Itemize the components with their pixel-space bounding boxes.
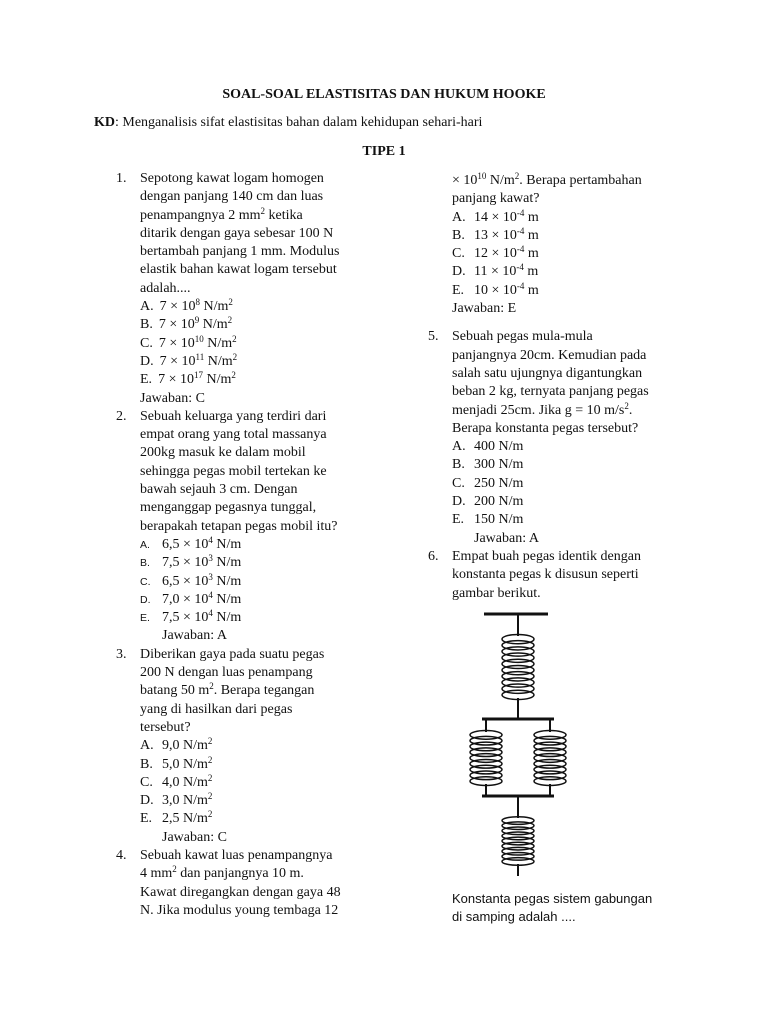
option-label: C. xyxy=(140,335,153,351)
option-e xyxy=(140,371,378,389)
text: 300 N/m xyxy=(474,457,524,473)
option-label: C. xyxy=(140,575,151,588)
answer: Jawaban: A xyxy=(162,628,227,644)
exponent: -4 xyxy=(516,225,525,236)
kd-line xyxy=(94,115,482,131)
question-line: 200kg masuk ke dalam mobil xyxy=(140,445,306,461)
spring-top xyxy=(502,634,534,699)
option-b xyxy=(140,316,378,334)
unit: N/m xyxy=(202,372,232,388)
option-label: E. xyxy=(140,811,153,827)
question-line: salah satu ujungnya digantungkan xyxy=(452,365,643,381)
answer: Jawaban: E xyxy=(452,301,517,317)
question-1 xyxy=(116,170,378,408)
option-b xyxy=(140,756,378,774)
option-label: B. xyxy=(140,317,153,333)
option-label: E. xyxy=(140,372,153,388)
exponent: -4 xyxy=(516,280,525,291)
exponent: 2 xyxy=(232,351,238,362)
question-line: empat orang yang total massanya xyxy=(140,427,327,443)
exponent: 2 xyxy=(207,736,213,747)
question-line: Sebuah keluarga yang terdiri dari xyxy=(140,408,327,424)
question-line: yang di hasilkan dari pegas xyxy=(140,701,293,717)
unit: N/m xyxy=(212,591,242,607)
spacer xyxy=(428,318,690,328)
spring-system-diagram xyxy=(462,606,584,878)
option-label: D. xyxy=(452,494,466,510)
exponent: 3 xyxy=(208,571,213,582)
unit: N/m xyxy=(212,536,242,552)
exponent: 2 xyxy=(228,297,233,308)
option-label: C. xyxy=(140,774,153,790)
option-label: E. xyxy=(452,282,465,298)
option-c xyxy=(452,245,690,263)
exponent: 2 xyxy=(227,315,233,326)
option-label: B. xyxy=(452,227,465,243)
text: × 10 xyxy=(452,173,478,188)
unit: m xyxy=(523,264,539,280)
option-c xyxy=(452,475,690,493)
answer: Jawaban: A xyxy=(474,530,539,546)
unit: m xyxy=(524,227,539,243)
exponent: 4 xyxy=(208,608,213,619)
question-4 xyxy=(116,847,378,920)
text: 150 N/m xyxy=(474,512,524,528)
text: batang 50 m xyxy=(140,683,210,699)
question-3 xyxy=(116,646,378,847)
option-label: A. xyxy=(452,209,466,225)
option-d xyxy=(452,493,690,511)
text: dan panjangnya 10 m. xyxy=(176,866,304,882)
text: . xyxy=(628,402,633,418)
question-line: berapakah tetapan pegas mobil itu? xyxy=(140,518,338,534)
question-line xyxy=(140,682,378,700)
question-line: ditarik dengan gaya sebesar 100 N xyxy=(140,225,334,241)
option-e xyxy=(140,609,378,627)
option-d xyxy=(140,792,378,810)
text: 14 × 10 xyxy=(474,209,517,225)
option-label: A. xyxy=(140,299,154,315)
superscript: 2 xyxy=(260,205,266,216)
option-label: E. xyxy=(452,512,465,528)
question-line: Kawat diregangkan dengan gaya 48 xyxy=(140,884,341,900)
text: menjadi 25cm. Jika g = 10 m/s xyxy=(452,402,625,418)
option-e xyxy=(140,810,378,828)
question-line: panjangnya 20cm. Kemudian pada xyxy=(452,347,647,363)
exponent: 10 xyxy=(194,333,204,344)
text: 7,0 × 10 xyxy=(162,591,209,607)
options xyxy=(140,298,378,389)
question-5 xyxy=(428,328,690,548)
left-column xyxy=(116,170,378,920)
text: 7 × 10 xyxy=(158,335,195,351)
question-line: bawah sejauh 3 cm. Dengan xyxy=(140,482,298,498)
text: 200 N/m xyxy=(474,494,524,510)
option-label: D. xyxy=(140,793,154,809)
question-line: N. Jika modulus young tembaga 12 xyxy=(140,902,339,918)
question-line: adalah.... xyxy=(140,280,191,296)
option-label: D. xyxy=(140,353,154,369)
question-6 xyxy=(428,548,690,603)
text: penampangnya 2 mm xyxy=(140,207,261,223)
exponent: 2 xyxy=(232,333,237,344)
exponent: 11 xyxy=(195,351,205,362)
question-2 xyxy=(116,408,378,646)
exponent: 2 xyxy=(207,754,213,765)
text: 7,5 × 10 xyxy=(162,555,209,571)
option-label: B. xyxy=(452,457,465,473)
option-label: D. xyxy=(452,264,466,280)
page-title: SOAL-SOAL ELASTISITAS DAN HUKUM HOOKE xyxy=(222,87,546,102)
option-a xyxy=(452,438,690,456)
unit: N/m xyxy=(486,173,515,188)
question-4-continued xyxy=(428,172,690,318)
unit: N/m xyxy=(203,335,233,351)
spring-bottom xyxy=(502,817,534,866)
superscript: 2 xyxy=(172,864,177,875)
text: 7 × 10 xyxy=(159,353,196,369)
text: 6,5 × 10 xyxy=(162,536,209,552)
question-line xyxy=(140,865,378,883)
text: 7 × 10 xyxy=(158,317,195,333)
option-c xyxy=(140,774,378,792)
question-line: dengan panjang 140 cm dan luas xyxy=(140,189,324,205)
option-d xyxy=(140,591,378,609)
answer: Jawaban: C xyxy=(140,390,205,406)
question-line: panjang kawat? xyxy=(452,191,540,207)
question-line: Sebuah kawat luas penampangnya xyxy=(140,847,333,863)
caption-line: Konstanta pegas sistem gabungan xyxy=(452,891,653,906)
question-line: Sepotong kawat logam homogen xyxy=(140,171,324,186)
option-b xyxy=(452,227,690,245)
question-line: gambar berikut. xyxy=(452,585,541,601)
caption-line: di samping adalah .... xyxy=(452,909,576,925)
question-number: 6. xyxy=(428,548,439,564)
question-line: konstanta pegas k disusun seperti xyxy=(452,567,639,583)
exponent: 10 xyxy=(477,171,487,181)
question-number: 3. xyxy=(116,646,127,662)
text: 5,0 N/m xyxy=(162,756,208,772)
unit: N/m xyxy=(204,353,233,369)
figure-caption xyxy=(452,890,712,927)
spring-right xyxy=(534,731,566,786)
spring-left xyxy=(470,731,502,786)
option-label: B. xyxy=(140,557,150,570)
question-line: Berapa konstanta pegas tersebut? xyxy=(452,420,639,436)
text: 7 × 10 xyxy=(159,299,196,315)
unit: N/m xyxy=(212,555,242,571)
text: 11 × 10 xyxy=(474,264,517,280)
option-label: C. xyxy=(452,475,465,491)
question-number: 2. xyxy=(116,408,127,424)
exponent: 2 xyxy=(207,791,213,802)
superscript: 2 xyxy=(209,681,214,692)
option-a xyxy=(140,298,378,316)
question-line: Diberikan gaya pada suatu pegas xyxy=(140,646,325,662)
question-number: 1. xyxy=(116,171,127,186)
text: . Berapa pertambahan xyxy=(519,173,642,188)
kd-label: KD xyxy=(94,115,115,130)
question-line: menganggap pegasnya tunggal, xyxy=(140,500,317,516)
text: 7 × 10 xyxy=(158,372,194,388)
question-line: bertambah panjang 1 mm. Modulus xyxy=(140,244,340,260)
exponent: 9 xyxy=(194,315,200,326)
option-label: A. xyxy=(140,538,150,551)
text: 3,0 N/m xyxy=(162,793,208,809)
unit: m xyxy=(524,209,539,225)
text: . Berapa tegangan xyxy=(213,683,315,699)
option-label: D. xyxy=(140,593,151,606)
question-line xyxy=(140,207,378,225)
question-number: 4. xyxy=(116,847,127,863)
question-line: Sebuah pegas mula-mula xyxy=(452,329,593,345)
exponent: 2 xyxy=(514,171,520,181)
text: 4,0 N/m xyxy=(162,774,208,790)
option-c xyxy=(140,335,378,353)
question-line: 200 N dengan luas penampang xyxy=(140,665,313,681)
question-line xyxy=(452,402,690,420)
option-label: E. xyxy=(140,612,150,625)
unit: N/m xyxy=(212,610,242,626)
question-line: sehingga pegas mobil tertekan ke xyxy=(140,463,327,479)
option-label: C. xyxy=(452,246,465,262)
question-line xyxy=(452,172,690,190)
text: 12 × 10 xyxy=(474,246,517,262)
question-line: tersebut? xyxy=(140,719,191,735)
option-label: A. xyxy=(452,439,466,455)
option-a xyxy=(140,737,378,755)
unit: N/m xyxy=(212,573,242,589)
option-b xyxy=(452,456,690,474)
question-line: beban 2 kg, ternyata panjang pegas xyxy=(452,384,649,400)
exponent: 3 xyxy=(208,553,213,564)
text: 13 × 10 xyxy=(474,227,517,243)
exponent: -4 xyxy=(516,262,524,273)
text: ketika xyxy=(265,207,303,223)
exponent: 2 xyxy=(207,809,213,820)
superscript: 2 xyxy=(624,400,629,411)
question-line: elastik bahan kawat logam tersebut xyxy=(140,262,337,278)
exponent: 4 xyxy=(208,589,213,600)
text: 250 N/m xyxy=(474,475,524,491)
question-line: Empat buah pegas identik dengan xyxy=(452,548,641,564)
exponent: 2 xyxy=(231,370,236,381)
option-e xyxy=(452,511,690,529)
unit: N/m xyxy=(199,317,228,333)
text: 4 mm xyxy=(140,866,173,882)
exponent: -4 xyxy=(516,207,525,218)
exponent: 4 xyxy=(208,534,213,545)
option-a xyxy=(452,209,690,227)
text: 10 × 10 xyxy=(474,282,517,298)
option-e xyxy=(452,282,690,300)
exponent: -4 xyxy=(516,244,525,255)
unit: m xyxy=(524,246,539,262)
exponent: 8 xyxy=(195,297,201,308)
unit: m xyxy=(524,282,539,298)
option-c xyxy=(140,573,378,591)
option-label: A. xyxy=(140,738,154,754)
text: 2,5 N/m xyxy=(162,811,208,827)
tipe-heading: TIPE 1 xyxy=(362,144,406,159)
option-d xyxy=(452,263,690,281)
exponent: 17 xyxy=(193,370,203,381)
unit: N/m xyxy=(200,299,229,315)
question-number: 5. xyxy=(428,329,439,345)
option-a xyxy=(140,536,378,554)
kd-text: : Menganalisis sifat elastisitas bahan dalam kehidupan sehari-hari xyxy=(115,115,483,130)
text: 9,0 N/m xyxy=(162,738,208,754)
option-label: B. xyxy=(140,756,153,772)
right-column xyxy=(428,171,690,925)
text: 400 N/m xyxy=(474,439,524,455)
option-d xyxy=(140,353,378,371)
option-b xyxy=(140,554,378,572)
text: 6,5 × 10 xyxy=(162,573,209,589)
answer: Jawaban: C xyxy=(162,829,227,845)
text: 7,5 × 10 xyxy=(162,610,209,626)
exponent: 2 xyxy=(207,772,213,783)
